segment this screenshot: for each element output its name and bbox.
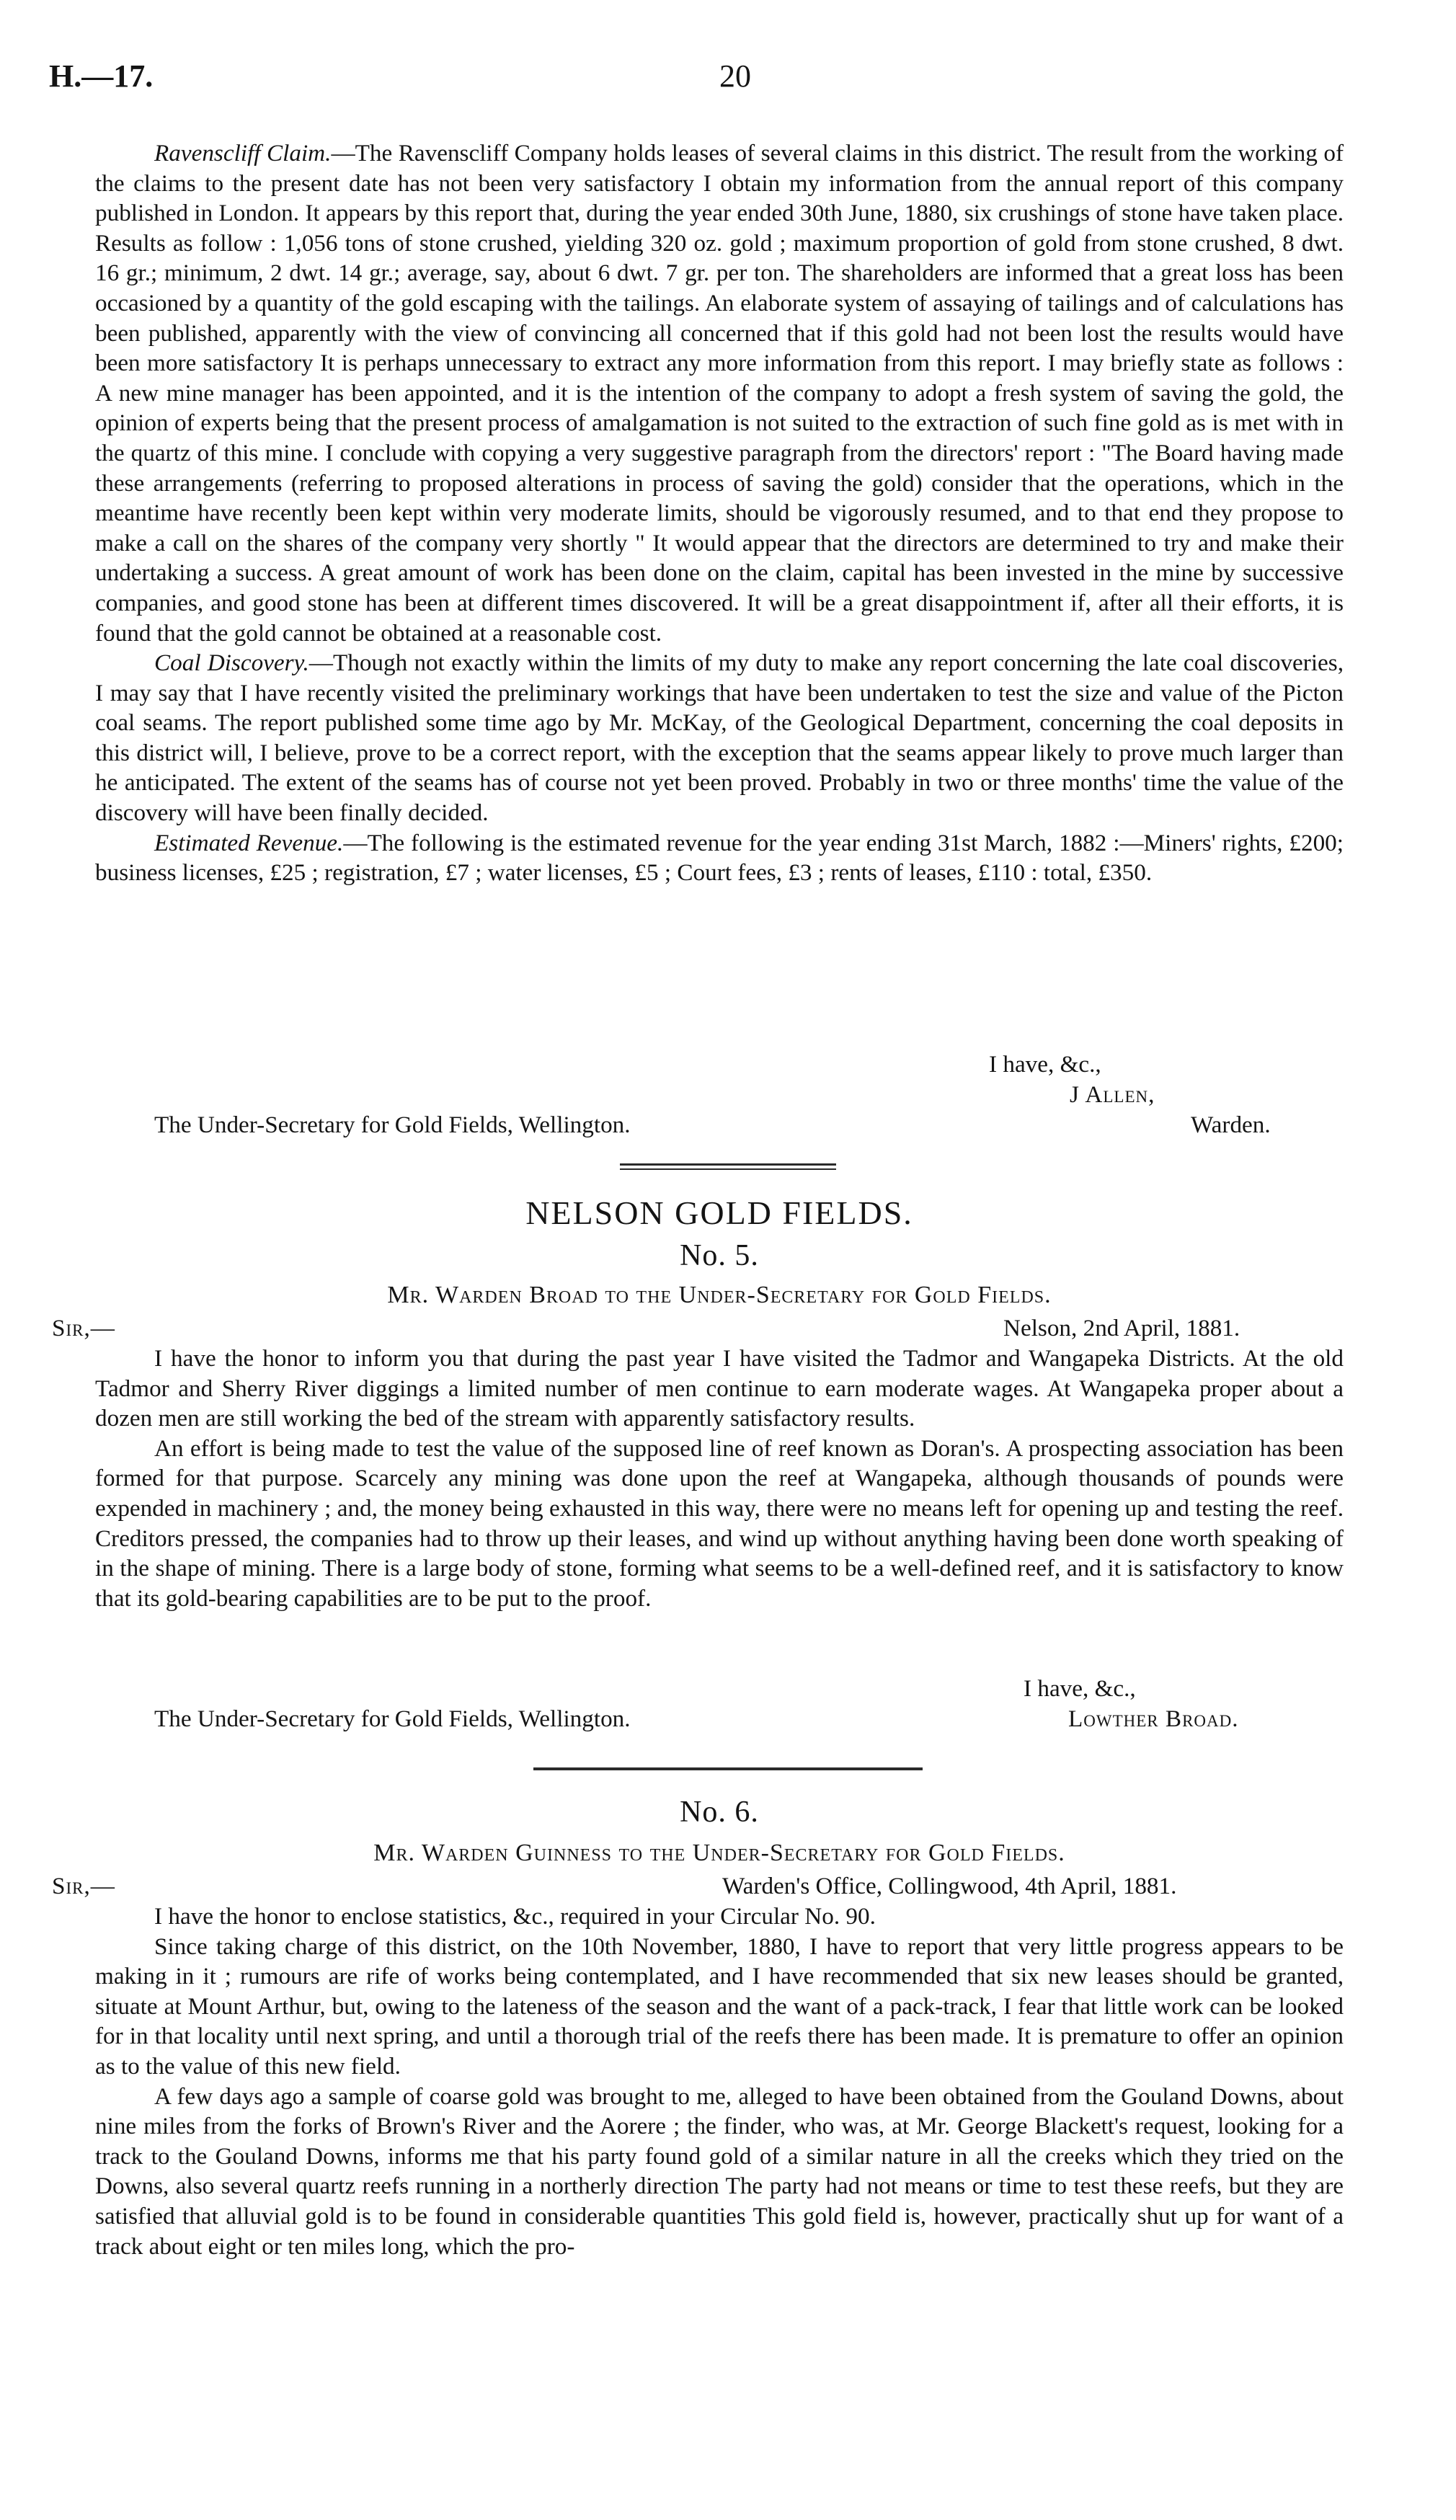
allen-title: Warden. bbox=[1191, 1112, 1271, 1138]
letter-5-place-date: Nelson, 2nd April, 1881. bbox=[1003, 1315, 1240, 1341]
letter-6-paragraph-2: Since taking charge of this district, on the 10th November, 1880, I have to report that very little progress appears to be making in it ; rumours are rife of works being contemplated, and I have recommended that six new leases should be granted, situate at Mount Arthur, but, owing to the lateness of the season and the want of a pack-track, I fear that little work can be looked for in that locality until next spring, and until a thorough trial of the reefs there has been made. It is premature to offer an opinion as to the value of this new field. bbox=[95, 1933, 1344, 2080]
document-code: H.—17. bbox=[49, 58, 154, 94]
letter-6-salutation: Sir,— bbox=[52, 1873, 115, 1899]
section-title: NELSON GOLD FIELDS. bbox=[525, 1194, 913, 1231]
page-header bbox=[49, 58, 1344, 108]
ravenscliff-heading: Ravenscliff Claim. bbox=[154, 140, 332, 167]
letter-divider bbox=[533, 1767, 923, 1770]
revenue-paragraph bbox=[95, 828, 1344, 888]
report-body-allen bbox=[95, 138, 1344, 888]
allen-signature-line bbox=[95, 1080, 1344, 1110]
coal-heading: Coal Discovery. bbox=[154, 649, 309, 677]
allen-signature: J Allen, bbox=[1070, 1081, 1155, 1108]
allen-have-line bbox=[95, 1050, 1344, 1080]
ravenscliff-paragraph bbox=[95, 138, 1344, 648]
revenue-text: —The following is the estimated revenue for the year ending 31st March, 1882 :—Miners' rights, £200; business licenses, £25 ; registration, £7 ; water licenses, £5 ; Court fees, £3 ; rents of leases, £110 : total, £350. bbox=[95, 829, 1344, 887]
letter-5-paragraph-1: I have the honor to inform you that during the past year I have visited the Tadmor and Wangapeka Districts. At the old Tadmor and Sherry River diggings a limited number of men continue to earn moderate wages. At Wangapeka proper about a dozen men are still working the bed of the stream with apparently satisfactory results. bbox=[95, 1345, 1344, 1432]
letter-5-closing-line bbox=[95, 1704, 1344, 1734]
letter-5-have-line bbox=[95, 1674, 1344, 1704]
letter-6-salutation-line bbox=[52, 1871, 1344, 1902]
letter-6-paragraph-1: I have the honor to enclose statistics, &c., required in your Circular No. 90. bbox=[154, 1903, 876, 1930]
revenue-heading: Estimated Revenue. bbox=[154, 829, 344, 856]
page-number: 20 bbox=[719, 58, 751, 94]
letter-5-salutation: Sir,— bbox=[52, 1315, 115, 1341]
section-divider-bottom bbox=[620, 1168, 836, 1170]
letter-6-paragraph-3: A few days ago a sample of coarse gold was brought to me, alleged to have been obtained from the Gouland Downs, about nine miles from the forks of Brown's River and the Aorere ; the finder, who was, at Mr. George Blackett's request, looking for a track to the Gouland Downs, informs me that his party found gold of a similar nature in all the creeks which they tried on the Downs, also several quartz reefs running in a northerly direction The party had not means or time to test these reefs, but they are satisfied that alluvial gold is to be found in considerable quantities This gold field is, however, practically shut up for want of a track about eight or ten miles long, which the pro- bbox=[95, 2082, 1344, 2260]
letter-5-paragraph-2: An effort is being made to test the value of the supposed line of reef known as Doran's. A prospecting association has been formed for that purpose. Scarcely any mining was done upon the reef at Wangapeka, although thousands of pounds were expended in machinery ; and, the money being exhausted in this way, there were no means left for opening up and testing the reef. Creditors pressed, the companies had to throw up their leases, and wind up without anything having been done worth speaking of in the shape of mining. There is a large body of stone, forming what seems to be a well-defined reef, and it is satisfactory to know that its gold-bearing capabilities are to be put to the proof. bbox=[95, 1434, 1344, 1612]
letter-6-body bbox=[95, 1902, 1344, 2261]
coal-paragraph bbox=[95, 648, 1344, 828]
document-number-5: No. 5. bbox=[680, 1239, 759, 1272]
allen-addressee: The Under-Secretary for Gold Fields, Wellington. bbox=[154, 1112, 631, 1138]
coal-text: —Though not exactly within the limits of my duty to make any report concerning the late coal discoveries, I may say that I have recently visited the preliminary workings that have been undertaken to test the size and value of the Picton coal seams. The report published some time ago by Mr. McKay, of the Geological Department, concerning the coal deposits in this district will, I believe, prove to be a correct report, with the exception that the seams appear likely to prove much larger than he anticipated. The extent of the seams has of course not yet been proved. Probably in two or three months' time the value of the discovery will have been finally decided. bbox=[95, 649, 1344, 827]
letter-5-signature: Lowther Broad. bbox=[1068, 1705, 1239, 1732]
letter-5-i-have: I have, &c., bbox=[1024, 1675, 1136, 1702]
letter-5-body bbox=[95, 1344, 1344, 1613]
ravenscliff-text: —The Ravenscliff Company holds leases of several claims in this district. The result from the working of the claims to the present date has not been very satisfactory I obtain my information from the annual report of this company published in London. It appears by this report that, during the year ended 30th June, 1880, six crushings of stone have taken place. Results as follow : 1,056 tons of stone crushed, yielding 320 oz. gold ; maximum proportion of gold from stone crushed, 8 dwt. 16 gr.; minimum, 2 dwt. 14 gr.; average, say, about 6 dwt. 7 gr. per ton. The shareholders are informed that a great loss has been occasioned by a quantity of the gold escaping with the tailings. An elaborate system of assaying of tailings and of calculations has been published, apparently with the view of convincing all concerned that if this gold had not been lost the results would have been more satisfactory It is perhaps unnecessary to extract any more information from this report. I may briefly state as follows : A new mine manager has been appointed, and it is the intention of the company to adopt a fresh system of saving the gold, the opinion of experts being that the present process of amalgamation is not suited to the extraction of such fine gold as is met with in the quartz of this mine. I conclude with copying a very suggestive paragraph from the directors' report : "The Board having made these arrangements (referring to proposed alterations in process of saving the gold) consider that the operations, which in the meantime have recently been kept within very moderate limits, should be vigorously resumed, and to that end they propose to make a call on the shares of the company very shortly " It would appear that the directors are determined to try and make their undertaking a success. A great amount of work has been done on the claim, capital has been invested in the mine by successive companies, and good stone has been at different times discovered. It will be a great disappointment if, after all their efforts, it is found that the gold cannot be obtained at a reasonable cost. bbox=[95, 140, 1344, 647]
letter-6-place-date: Warden's Office, Collingwood, 4th April, 1881. bbox=[722, 1873, 1177, 1899]
allen-addressee-line bbox=[95, 1110, 1344, 1140]
allen-i-have: I have, &c., bbox=[989, 1051, 1101, 1078]
document-number-6: No. 6. bbox=[680, 1796, 759, 1829]
section-divider-top bbox=[620, 1163, 836, 1166]
letter-6-subtitle: Mr. Warden Guinness to the Under-Secretary for Gold Fields. bbox=[373, 1840, 1065, 1866]
letter-5-salutation-line bbox=[52, 1313, 1344, 1344]
letter-5-addressee: The Under-Secretary for Gold Fields, Wellington. bbox=[154, 1705, 631, 1732]
letter-5-subtitle: Mr. Warden Broad to the Under-Secretary for Gold Fields. bbox=[387, 1282, 1052, 1308]
